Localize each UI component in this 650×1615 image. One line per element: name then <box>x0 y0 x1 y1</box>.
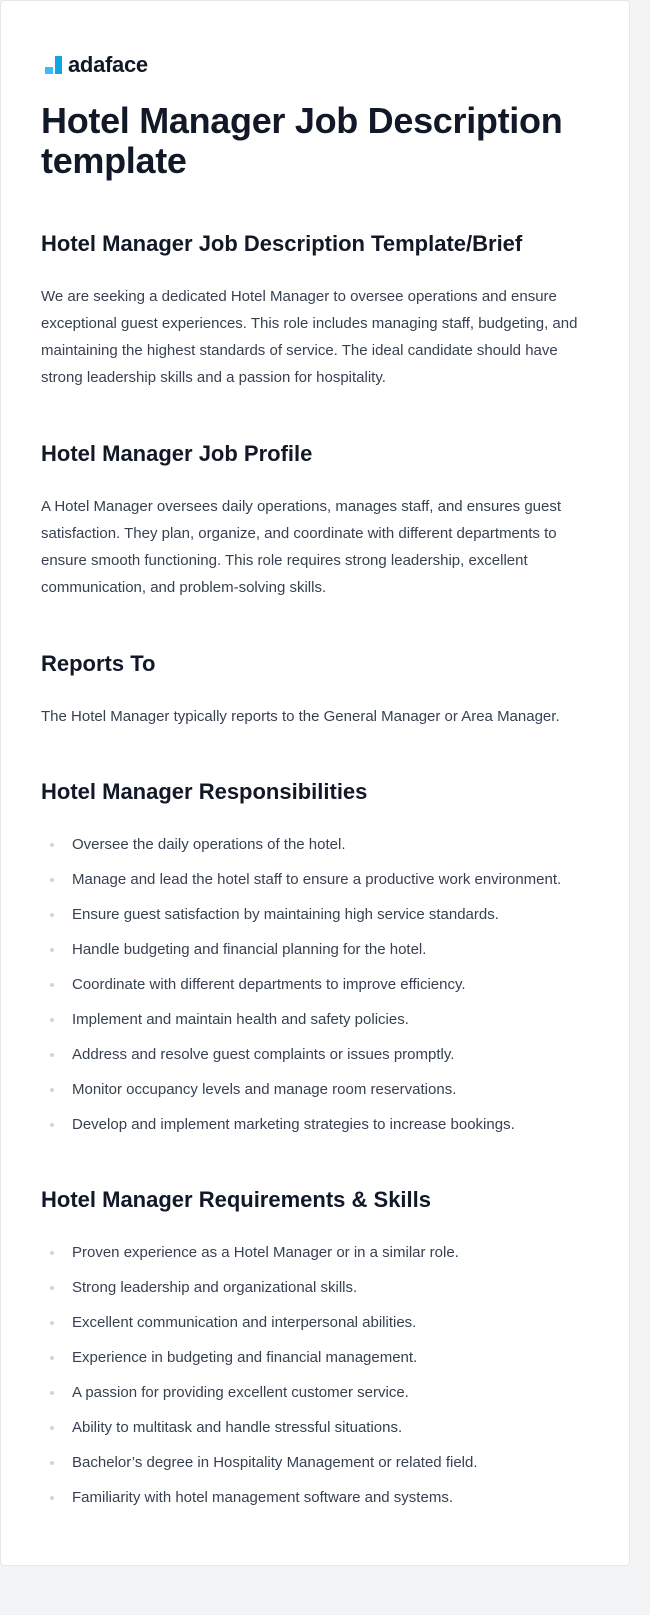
reports-to-body: The Hotel Manager typically reports to the General Manager or Area Manager. <box>41 708 560 725</box>
list-item <box>41 866 601 901</box>
list-item-text: Familiarity with hotel management software and systems. <box>72 1489 453 1506</box>
list-item <box>41 971 601 1006</box>
responsibilities-heading: Hotel Manager Responsibilities <box>41 779 368 804</box>
bullet-icon <box>50 1018 54 1022</box>
list-item <box>41 1484 601 1519</box>
bullet-icon <box>50 1461 54 1465</box>
list-item-text: Ability to multitask and handle stressful situations. <box>72 1419 403 1436</box>
requirements-list <box>41 1239 601 1519</box>
main-content <box>41 100 601 1506</box>
list-item-text: Proven experience as a Hotel Manager or in a similar role. <box>72 1244 459 1261</box>
list-item <box>41 1274 601 1309</box>
list-item-text: Handle budgeting and financial planning for the hotel. <box>72 941 427 958</box>
list-item <box>41 936 601 971</box>
bullet-icon <box>50 1123 54 1127</box>
list-item <box>41 1076 601 1111</box>
list-item <box>41 901 601 936</box>
list-item <box>41 1344 601 1379</box>
bullet-icon <box>50 1088 54 1092</box>
brief-body: We are seeking a dedicated Hotel Manager to oversee operations and ensure exceptional guest experiences. This role includes managing staff, budgeting, and maintaining the highest standards of service. The ideal candidate should have strong leadership skills and a passion for hospitality. <box>41 288 578 386</box>
list-item-text: Coordinate with different departments to improve efficiency. <box>72 976 466 993</box>
list-item <box>41 1379 601 1414</box>
list-item <box>41 831 601 866</box>
list-item-text: Bachelor’s degree in Hospitality Management or related field. <box>72 1454 478 1471</box>
bullet-icon <box>50 843 54 847</box>
bullet-icon <box>50 1391 54 1395</box>
list-item-text: Monitor occupancy levels and manage room reservations. <box>72 1081 457 1098</box>
responsibilities-list <box>41 831 601 1146</box>
adaface-logo[interactable] <box>45 53 148 77</box>
page-title: Hotel Manager Job Description template <box>41 100 563 181</box>
list-item-text: Oversee the daily operations of the hotel. <box>72 836 346 853</box>
reports-to-heading: Reports To <box>41 651 156 676</box>
profile-body: A Hotel Manager oversees daily operations, manages staff, and ensures guest satisfaction. They plan, organize, and coordinate with different departments to ensure smooth functioning. This role requires strong leadership, excellent communication, and problem-solving skills. <box>41 498 562 596</box>
bullet-icon <box>50 878 54 882</box>
list-item <box>41 1006 601 1041</box>
list-item-text: Develop and implement marketing strategies to increase bookings. <box>72 1116 515 1133</box>
bullet-icon <box>50 913 54 917</box>
list-item-text: A passion for providing excellent customer service. <box>72 1384 409 1401</box>
requirements-heading: Hotel Manager Requirements & Skills <box>41 1187 431 1212</box>
profile-heading: Hotel Manager Job Profile <box>41 441 313 466</box>
bullet-icon <box>50 1286 54 1290</box>
bullet-icon <box>50 1053 54 1057</box>
bullet-icon <box>50 948 54 952</box>
list-item-text: Excellent communication and interpersonal abilities. <box>72 1314 417 1331</box>
bullet-icon <box>50 1496 54 1500</box>
list-item-text: Implement and maintain health and safety policies. <box>72 1011 409 1028</box>
list-item-text: Manage and lead the hotel staff to ensure a productive work environment. <box>72 871 562 888</box>
list-item-text: Strong leadership and organizational skills. <box>72 1279 358 1296</box>
bullet-icon <box>50 983 54 987</box>
bullet-icon <box>50 1426 54 1430</box>
bullet-icon <box>50 1356 54 1360</box>
list-item <box>41 1414 601 1449</box>
list-item <box>41 1041 601 1076</box>
list-item-text: Address and resolve guest complaints or issues promptly. <box>72 1046 455 1063</box>
brief-heading: Hotel Manager Job Description Template/Brief <box>41 231 523 256</box>
bullet-icon <box>50 1251 54 1255</box>
brand-name: adaface <box>68 52 148 77</box>
adaface-logo-icon <box>45 56 63 74</box>
list-item <box>41 1449 601 1484</box>
bullet-icon <box>50 1321 54 1325</box>
list-item-text: Ensure guest satisfaction by maintaining high service standards. <box>72 906 499 923</box>
list-item <box>41 1111 601 1146</box>
list-item <box>41 1309 601 1344</box>
list-item-text: Experience in budgeting and financial management. <box>72 1349 418 1366</box>
list-item <box>41 1239 601 1274</box>
